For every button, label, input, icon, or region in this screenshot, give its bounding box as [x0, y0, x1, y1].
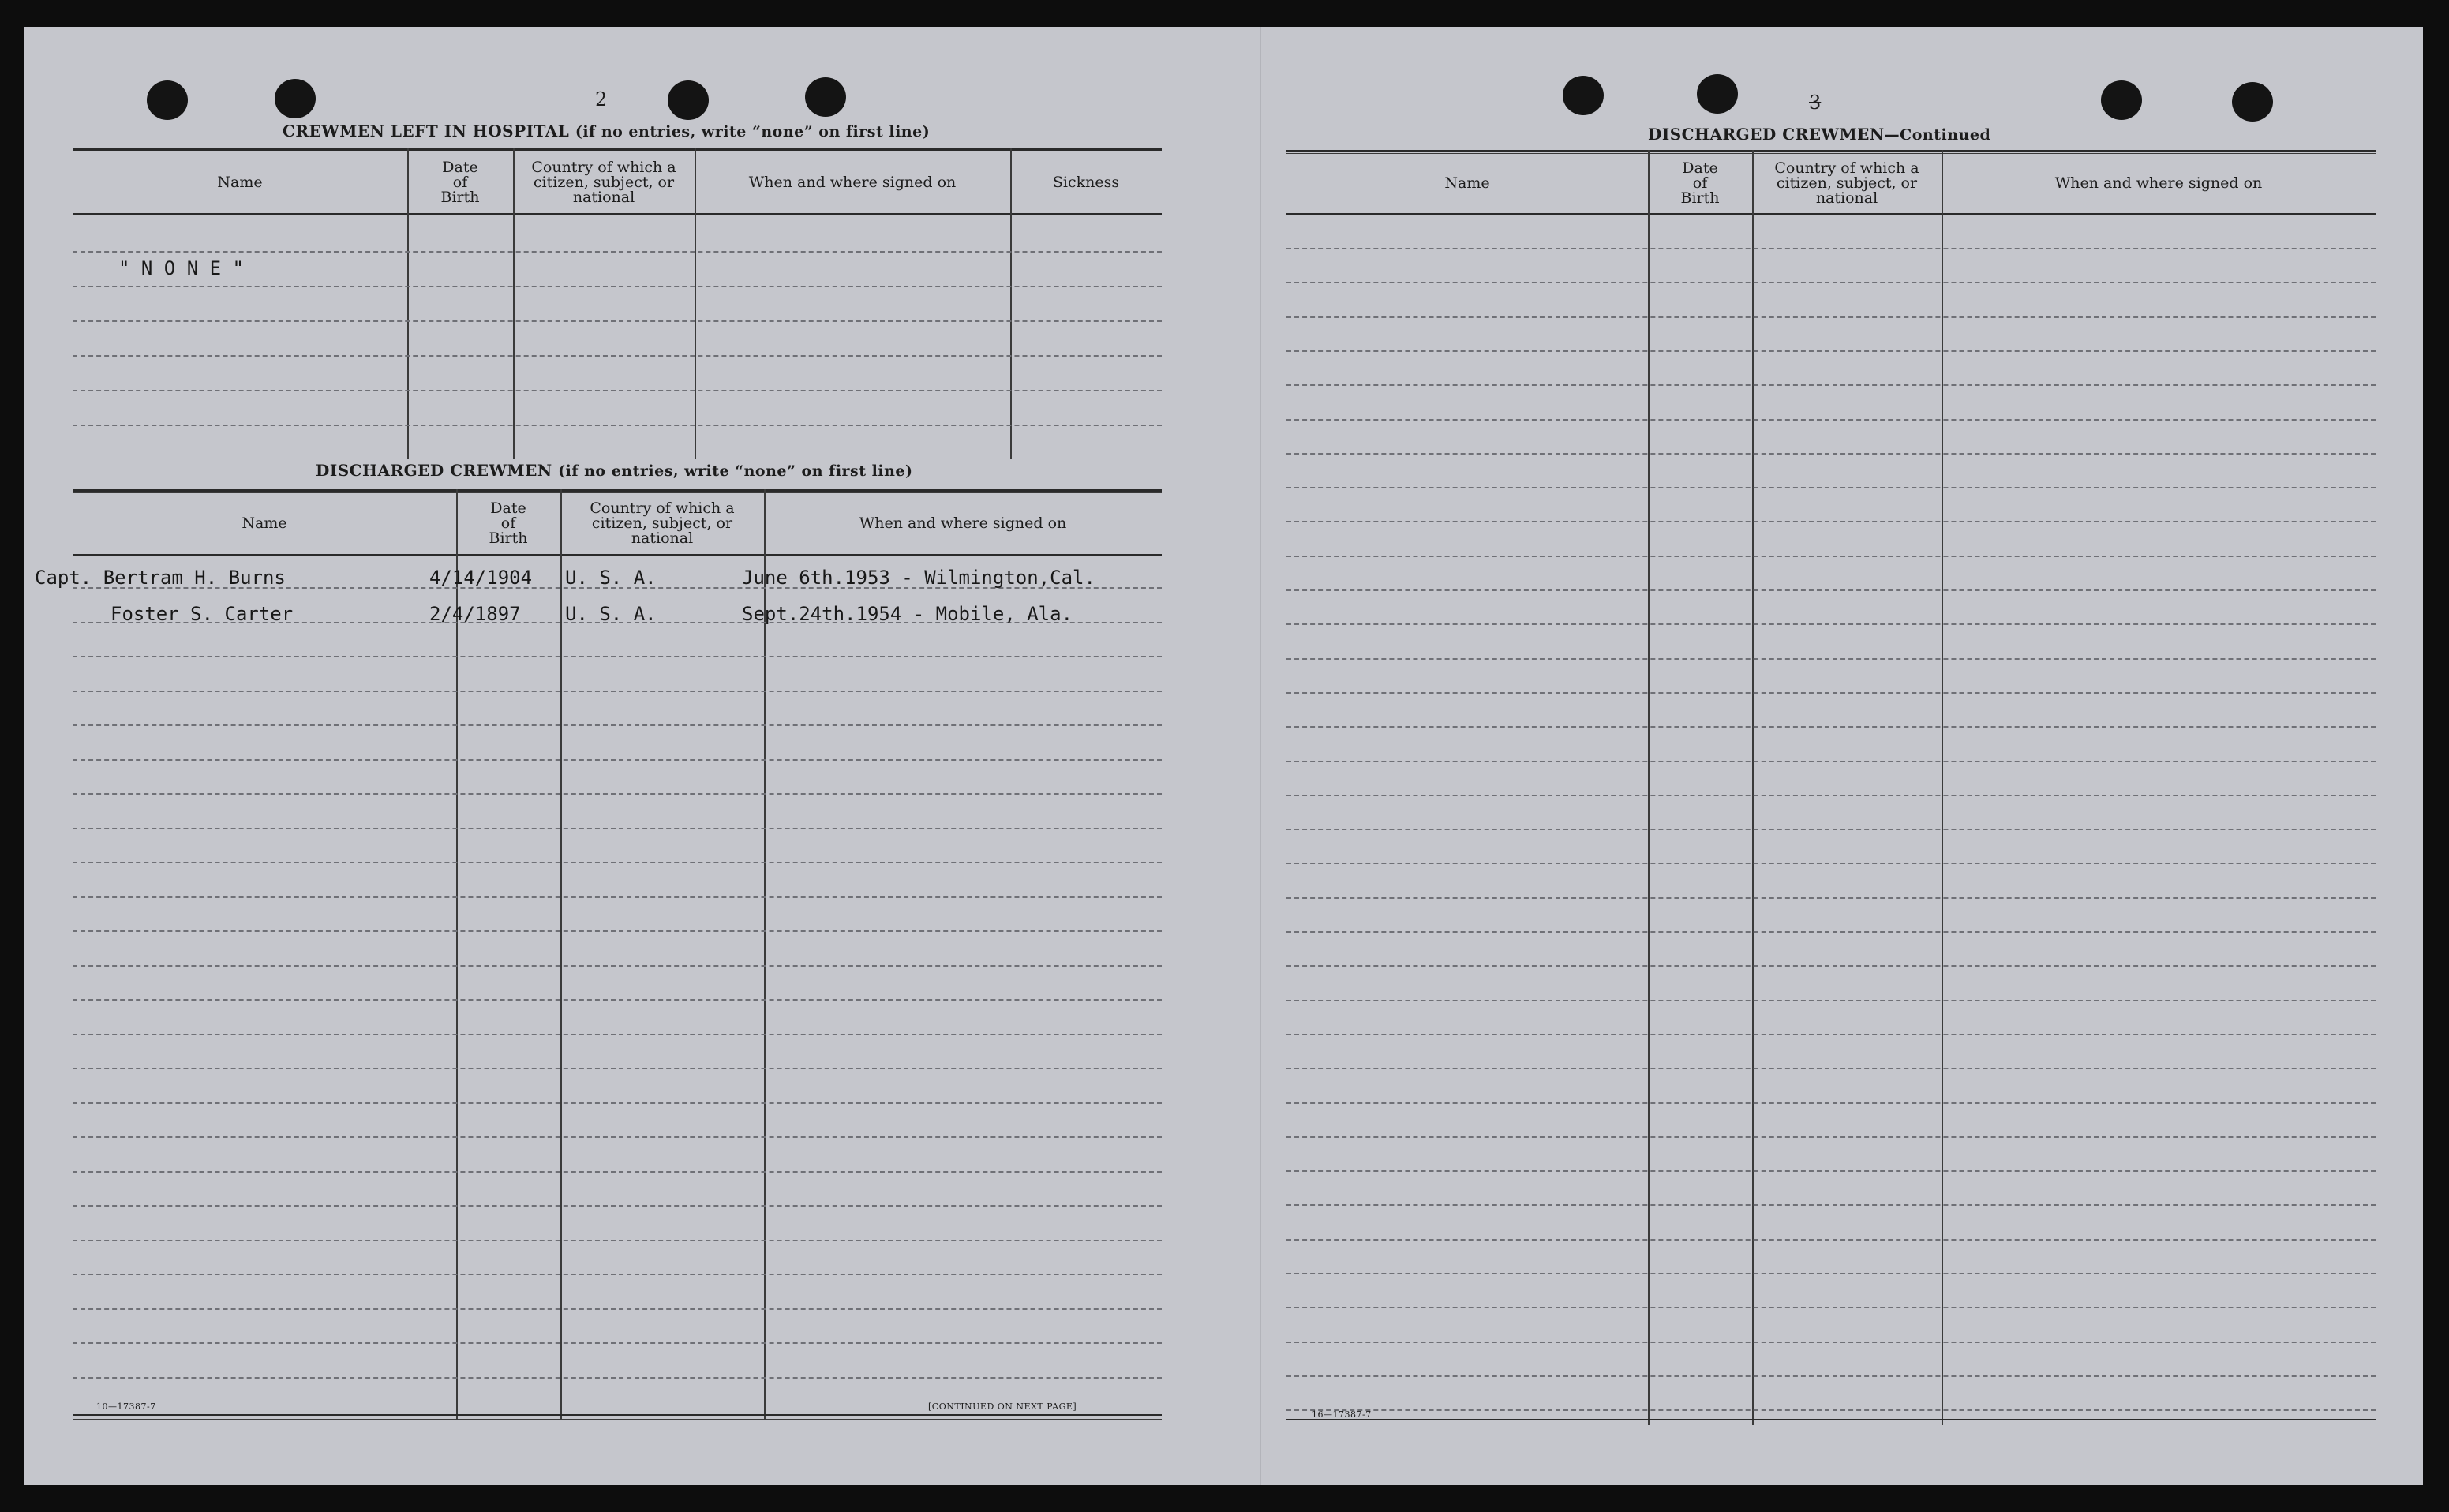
ruled-line — [1286, 965, 2376, 967]
ruled-line — [73, 1308, 1162, 1310]
ruled-line — [1286, 1068, 2376, 1069]
hospital-header-signed: When and where signed on — [748, 173, 957, 191]
hospital-table — [73, 148, 1162, 459]
ruled-line — [1286, 795, 2376, 796]
ruled-line — [1286, 1204, 2376, 1206]
punch-hole — [1563, 76, 1604, 115]
ruled-line — [1286, 1239, 2376, 1241]
ruled-line — [73, 1205, 1162, 1207]
ruled-line — [1286, 248, 2376, 249]
ruled-line — [73, 1240, 1162, 1241]
punch-hole — [2232, 82, 2273, 122]
ruled-line — [1286, 726, 2376, 728]
ruled-line — [1286, 282, 2376, 283]
hospital-header-sickness: Sickness — [1052, 173, 1120, 191]
ruled-line — [1286, 1034, 2376, 1035]
ruled-line — [1286, 1102, 2376, 1104]
ruled-line — [73, 724, 1162, 726]
ruled-line — [1286, 1170, 2376, 1172]
page-number-right: 3 — [1809, 92, 1822, 114]
right-section-title — [1648, 125, 1990, 144]
discharged-row-2-country: U. S. A. — [565, 603, 657, 625]
hospital-header-dob: Date of Birth — [440, 158, 480, 206]
right-header-country: Country of which a citizen, subject, or national — [1774, 159, 1919, 207]
ruled-line — [1286, 1273, 2376, 1274]
discharged-title-text: DISCHARGED CREWMEN — [316, 461, 552, 480]
discharged-row-1-dob: 4/14/1904 — [429, 567, 533, 589]
form-number-left: 10—17387-7 — [96, 1402, 156, 1412]
ruled-line — [1286, 1000, 2376, 1001]
discharged-header-signed: When and where signed on — [859, 514, 1067, 532]
ruled-line — [73, 1136, 1162, 1138]
ruled-line — [1286, 453, 2376, 455]
punch-hole — [2101, 80, 2142, 120]
ruled-line — [73, 862, 1162, 863]
ruled-line — [1286, 384, 2376, 386]
ruled-line — [73, 999, 1162, 1001]
discharged-header-country: Country of which a citizen, subject, or national — [590, 499, 735, 547]
discharged-row-1-signed: June 6th.1953 - Wilmington,Cal. — [742, 567, 1095, 589]
document-paper — [24, 27, 2423, 1485]
ruled-line — [1286, 931, 2376, 933]
discharged-section-title — [316, 461, 912, 480]
discharged-row-2-signed: Sept.24th.1954 - Mobile, Ala. — [742, 603, 1073, 625]
ruled-line — [1286, 487, 2376, 488]
ruled-line — [1286, 1375, 2376, 1377]
ruled-line — [1286, 589, 2376, 591]
page-fold — [1260, 27, 1261, 1485]
punch-hole — [668, 80, 709, 120]
discharged-row-2-dob: 2/4/1897 — [429, 603, 521, 625]
ruled-line — [73, 656, 1162, 657]
punch-hole — [147, 80, 188, 120]
ruled-line — [73, 1034, 1162, 1035]
ruled-line — [73, 759, 1162, 761]
ruled-line — [1286, 350, 2376, 352]
ruled-line — [73, 1274, 1162, 1275]
punch-hole — [805, 77, 846, 117]
ruled-line — [1286, 623, 2376, 625]
right-header-name: Name — [1444, 174, 1490, 192]
ruled-line — [73, 793, 1162, 795]
ruled-line — [73, 1377, 1162, 1379]
ruled-line — [1286, 556, 2376, 557]
ruled-line — [1286, 829, 2376, 830]
ruled-line — [1286, 419, 2376, 421]
ruled-line — [73, 965, 1162, 967]
continued-note: [CONTINUED ON NEXT PAGE] — [928, 1402, 1077, 1412]
ruled-line — [73, 1171, 1162, 1173]
ruled-line — [1286, 897, 2376, 899]
ruled-line — [1286, 1409, 2376, 1411]
right-header-dob: Date of Birth — [1680, 159, 1720, 207]
ruled-line — [1286, 316, 2376, 318]
ruled-line — [1286, 1342, 2376, 1343]
ruled-line — [73, 930, 1162, 932]
right-discharged-table — [1286, 150, 2376, 1427]
hospital-title-text: CREWMEN LEFT IN HOSPITAL — [283, 122, 570, 140]
discharged-row-1-country: U. S. A. — [565, 567, 657, 589]
discharged-row-1-name: Capt. Bertram H. Burns — [35, 567, 286, 589]
right-title-suffix: —Continued — [1884, 126, 1991, 144]
ruled-line — [1286, 692, 2376, 694]
hospital-title-note: (if no entries, write “none” on first line) — [575, 123, 931, 140]
ruled-line — [73, 1068, 1162, 1069]
ruled-line — [1286, 1136, 2376, 1138]
discharged-title-note: (if no entries, write “none” on first line) — [558, 462, 913, 480]
right-header-signed: When and where signed on — [2054, 174, 2263, 192]
punch-hole — [1697, 74, 1738, 114]
hospital-header-name: Name — [217, 173, 263, 191]
ruled-line — [1286, 761, 2376, 762]
punch-hole — [275, 79, 316, 118]
discharged-table — [73, 489, 1162, 1422]
ruled-line — [73, 896, 1162, 898]
ruled-line — [1286, 658, 2376, 660]
hospital-header-country: Country of which a citizen, subject, or national — [531, 158, 676, 206]
discharged-header-dob: Date of Birth — [489, 499, 528, 547]
right-title-text: DISCHARGED CREWMEN — [1648, 125, 1885, 144]
hospital-section-title — [283, 122, 930, 140]
ruled-line — [73, 691, 1162, 692]
hospital-entry-none: " N O N E " — [118, 257, 244, 279]
ruled-line — [73, 1342, 1162, 1344]
ruled-line — [1286, 1307, 2376, 1308]
discharged-row-2-name: Foster S. Carter — [110, 603, 294, 625]
ruled-line — [1286, 521, 2376, 522]
form-number-right: 16—17387-7 — [1312, 1409, 1372, 1420]
ruled-line — [73, 1102, 1162, 1104]
ruled-line — [1286, 863, 2376, 864]
page-number-left: 2 — [595, 88, 608, 110]
ruled-line — [73, 828, 1162, 829]
discharged-header-name: Name — [242, 514, 287, 532]
